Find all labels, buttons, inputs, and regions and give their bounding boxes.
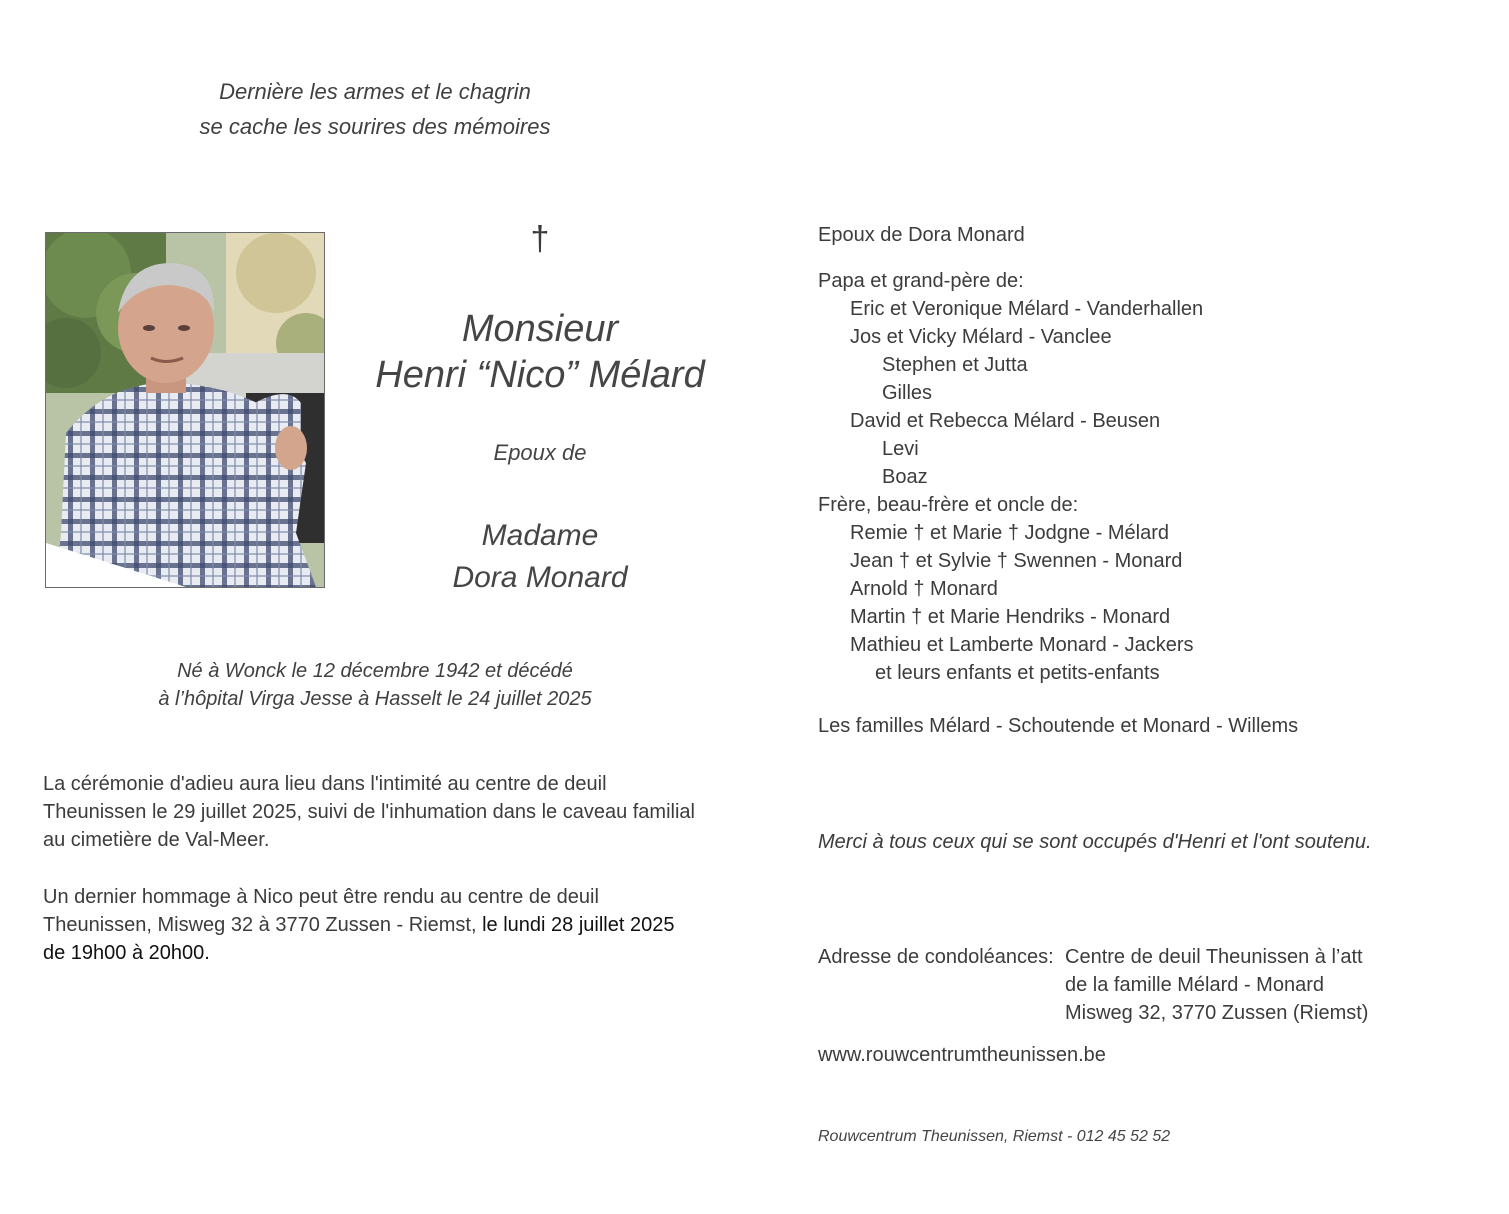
- birth-line: Né à Wonck le 12 décembre 1942 et décédé: [177, 660, 573, 682]
- spouse-name-block: [340, 515, 740, 599]
- list-item: Gilles: [882, 382, 933, 404]
- list-item: et leurs enfants et petits-enfants: [875, 662, 1160, 684]
- hommage-line-2: [43, 911, 743, 939]
- thanks-line: Merci à tous ceux qui se sont occupés d'Henri et l'ont soutenu.: [818, 831, 1372, 853]
- portrait-illustration: [46, 233, 324, 587]
- footer-contact: Rouwcentrum Theunissen, Riemst - 012 45 52 52: [818, 1128, 1171, 1145]
- ceremony-paragraph: [43, 770, 743, 854]
- hommage-time: de 19h00 à 20h00.: [43, 942, 210, 964]
- list-item: Boaz: [882, 466, 928, 488]
- hommage-paragraph: [43, 883, 743, 967]
- hommage-line-1: Un dernier hommage à Nico peut être rendu au centre de deuil: [43, 886, 599, 908]
- ceremony-line-1: La cérémonie d'adieu aura lieu dans l'intimité au centre de deuil: [43, 773, 607, 795]
- condolences-line-2: de la famille Mélard - Monard: [1065, 974, 1324, 996]
- epoux-de-label: [340, 440, 740, 466]
- list-item: Jean † et Sylvie † Swennen - Monard: [850, 550, 1183, 572]
- list-item: Eric et Veronique Mélard - Vanderhallen: [850, 298, 1204, 320]
- list-item: Remie † et Marie † Jodgne - Mélard: [850, 522, 1170, 544]
- spouse-line: Epoux de Dora Monard: [818, 224, 1025, 246]
- deceased-title: Monsieur: [461, 308, 619, 350]
- list-item: Jos et Vicky Mélard - Vanclee: [850, 326, 1112, 348]
- epoux-de-text: Epoux de: [493, 440, 587, 465]
- spouse-name: Dora Monard: [452, 561, 628, 594]
- siblings-heading: Frère, beau-frère et oncle de:: [818, 494, 1079, 516]
- quote-line-2: se cache les sourires des mémoires: [199, 114, 551, 139]
- hommage-line-2-text: Theunissen, Misweg 32 à 3770 Zussen - Riemst,: [43, 914, 483, 936]
- families-line: Les familles Mélard - Schoutende et Monard - Willems: [818, 715, 1299, 737]
- portrait-photo: [45, 232, 325, 588]
- list-item: Arnold † Monard: [850, 578, 998, 600]
- children-list: [818, 267, 1203, 687]
- condolences-line-1: Centre de deuil Theunissen à l’att: [1065, 946, 1363, 968]
- birth-death-info: [100, 657, 650, 713]
- cross-symbol: †: [530, 220, 550, 258]
- list-item: David et Rebecca Mélard - Beusen: [850, 410, 1161, 432]
- condolences-label: Adresse de condoléances:: [818, 946, 1054, 968]
- death-line: à l’hôpital Virga Jesse à Hasselt le 24 juillet 2025: [158, 688, 592, 710]
- list-item: Stephen et Jutta: [882, 354, 1028, 376]
- deceased-name: Henri “Nico” Mélard: [375, 354, 705, 396]
- ceremony-line-2: Theunissen le 29 juillet 2025, suivi de l'inhumation dans le caveau familial: [43, 801, 695, 823]
- website-link[interactable]: www.rouwcentrumtheunissen.be: [818, 1044, 1106, 1066]
- list-item: Levi: [882, 438, 919, 460]
- list-item: Martin † et Marie Hendriks - Monard: [850, 606, 1171, 628]
- deceased-name-block: [340, 306, 740, 398]
- spouse-title: Madame: [481, 519, 599, 552]
- list-item: Mathieu et Lamberte Monard - Jackers: [850, 634, 1194, 656]
- condolences-line-3: Misweg 32, 3770 Zussen (Riemst): [1065, 1002, 1369, 1024]
- children-heading: Papa et grand-père de:: [818, 270, 1024, 292]
- ceremony-line-3: au cimetière de Val-Meer.: [43, 829, 270, 851]
- quote-line-1: Dernière les armes et le chagrin: [219, 79, 531, 104]
- memorial-quote: [150, 74, 600, 144]
- hommage-date: le lundi 28 juillet 2025: [482, 914, 675, 936]
- condolences-address: [1065, 943, 1368, 1027]
